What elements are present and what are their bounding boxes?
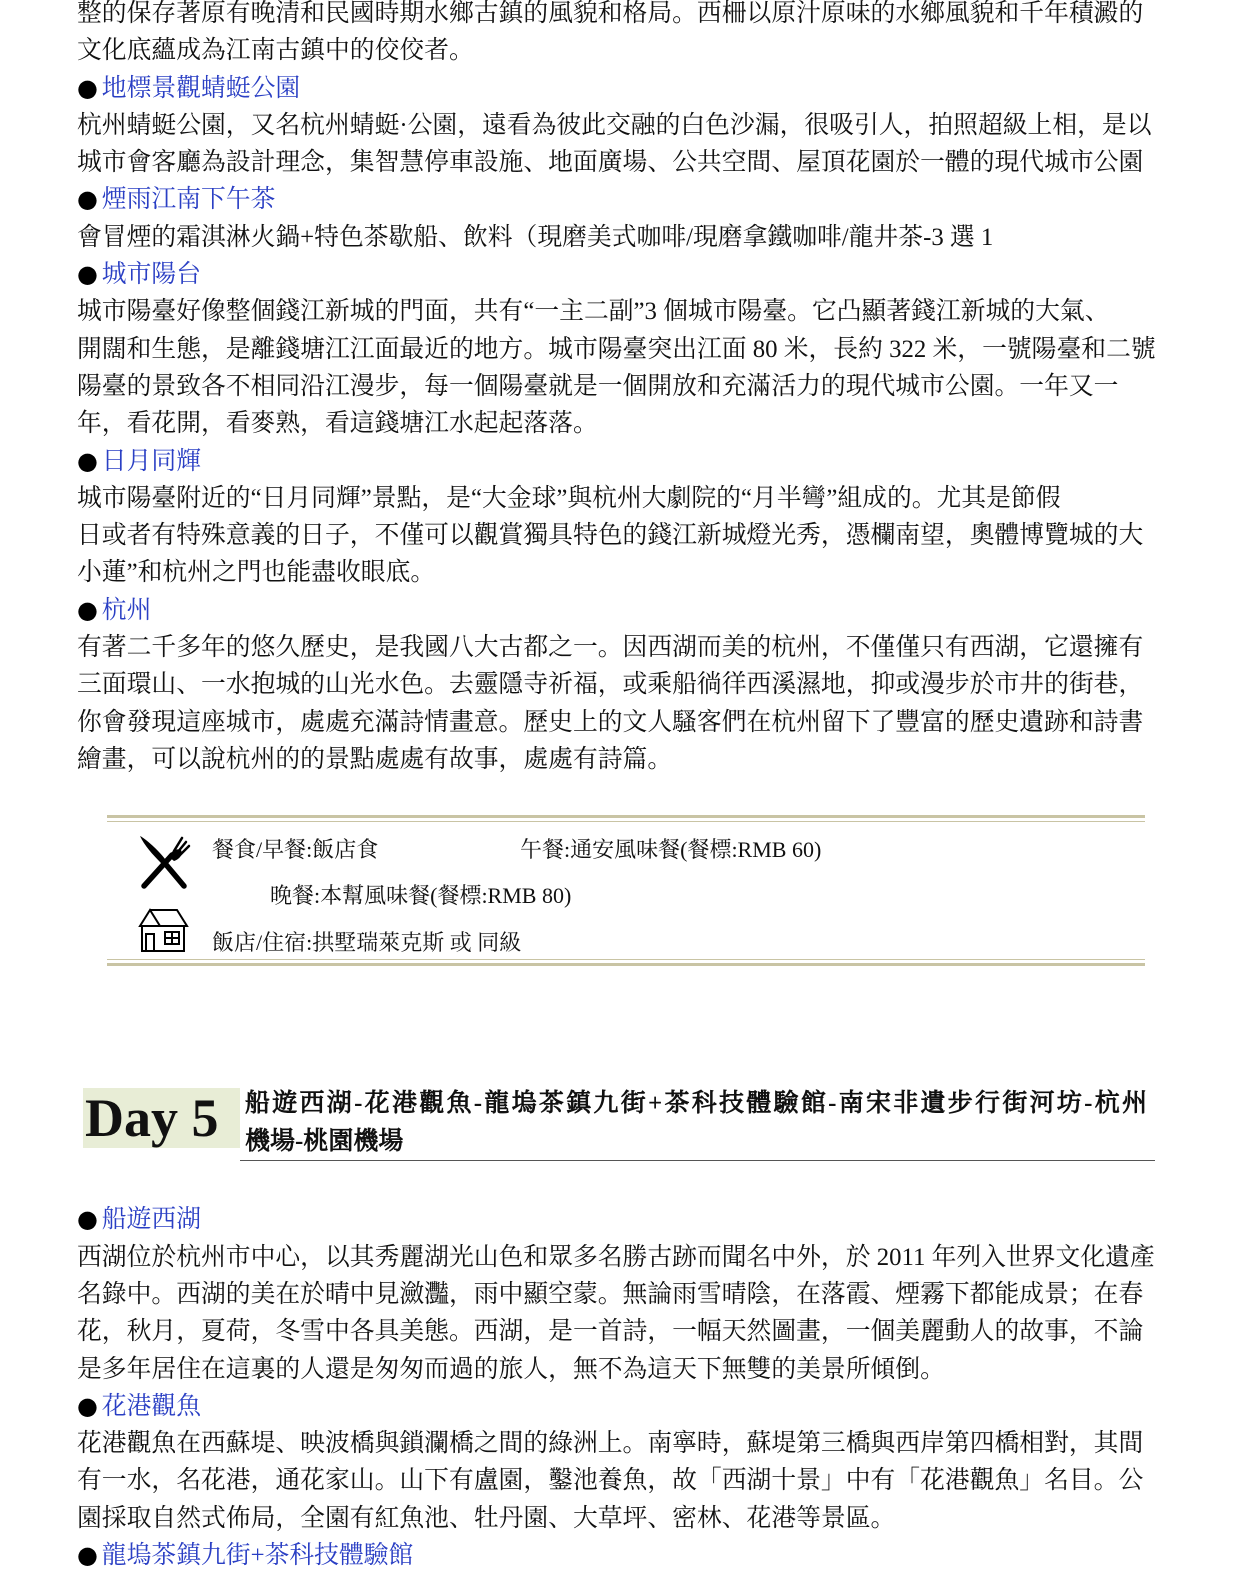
bullet-dot: ● — [77, 1391, 98, 1420]
fork-knife-icon — [137, 834, 191, 890]
spot-heading — [77, 1201, 1177, 1238]
paragraph-line: 整的保存著原有晚清和民國時期水鄉古鎮的風貌和格局。西柵以原汁原味的水鄉風貌和千年積澱的 — [77, 0, 1144, 27]
spot-heading — [77, 1537, 1177, 1574]
day-label: Day 5 — [85, 1088, 219, 1148]
day-title-line: 機場-桃園機場 — [245, 1127, 404, 1155]
paragraph-line: 名錄中。西湖的美在於晴中見瀲灩，雨中顯空蒙。無論雨雪晴陰，在落霞、煙霧下都能成景；在春 — [77, 1280, 1144, 1308]
paragraph-line: 城市會客廳為設計理念，集智慧停車設施、地面廣場、公共空間、屋頂花園於一體的現代城市公園 — [77, 149, 1144, 177]
dinner-info: 晚餐:本幫風味餐(餐標:RMB 80) — [270, 883, 572, 908]
paragraph-line: 日或者有特殊意義的日子，不僅可以觀賞獨具特色的錢江新城燈光秀，憑欄南望，奧體博覽城的大 — [77, 522, 1144, 550]
day-title-underline — [240, 1160, 1155, 1161]
bullet-dot: ● — [77, 185, 98, 214]
box-bottom-thin-rule — [107, 959, 1145, 960]
paragraph-line: 有一水，名花港，通花家山。山下有盧園，鑿池養魚，故「西湖十景」中有「花港觀魚」名目。公 — [77, 1467, 1144, 1495]
spot-title: 城市陽台 — [101, 261, 201, 289]
spot-title: 日月同輝 — [101, 447, 201, 475]
spot-heading — [77, 181, 1177, 218]
bullet-dot: ● — [77, 73, 98, 102]
day5-text-section — [77, 1201, 1177, 1574]
box-top-thick-rule — [107, 815, 1145, 818]
house-gable — [140, 910, 160, 926]
paragraph-line: 有著二千多年的悠久歷史，是我國八大古都之一。因西湖而美的杭州，不僅僅只有西湖，它還擁有 — [77, 634, 1144, 662]
bullet-dot: ● — [77, 595, 98, 624]
spot-title: 煙雨江南下午茶 — [101, 186, 276, 214]
paragraph-line: 城市陽臺附近的“日月同輝”景點，是“大金球”與杭州大劇院的“月半彎”組成的。尤其是節假 — [77, 484, 1061, 512]
spot-heading — [77, 70, 1177, 107]
paragraph-line: 開闊和生態，是離錢塘江江面最近的地方。城市陽臺突出江面 80 米，長約 322 米，一號陽臺和二號 — [77, 335, 1156, 363]
paragraph-line: 園採取自然式佈局，全園有紅魚池、牡丹園、大草坪、密林、花港等景區。 — [77, 1504, 896, 1532]
box-bottom-thick-rule — [107, 963, 1145, 966]
spot-title: 杭州 — [101, 596, 152, 624]
paragraph-line: 是多年居住在這裏的人還是匆匆而過的旅人，無不為這天下無雙的美景所傾倒。 — [77, 1355, 945, 1383]
paragraph-line: 西湖位於杭州市中心，以其秀麗湖光山色和眾多名勝古跡而聞名中外，於 2011 年列入世界文化遺產 — [77, 1243, 1155, 1271]
day-title-line: 船遊西湖-花港觀魚-龍塢茶鎮九街+茶科技體驗館-南宋非遺步行街河坊-杭州 — [245, 1090, 1147, 1118]
spot-title: 船遊西湖 — [101, 1206, 201, 1234]
bullet-dot: ● — [77, 260, 98, 289]
box-top-thin-rule — [107, 821, 1145, 822]
house-icon — [137, 905, 189, 953]
bullet-dot: ● — [77, 446, 98, 475]
spot-heading — [77, 592, 1177, 629]
top-text-section — [77, 0, 1177, 778]
paragraph-line: 陽臺的景致各不相同沿江漫步，每一個陽臺就是一個開放和充滿活力的現代城市公園。一年又一 — [77, 372, 1119, 400]
spot-heading — [77, 256, 1177, 293]
breakfast-info: 餐食/早餐:飯店食 — [212, 837, 379, 862]
house-door — [146, 934, 154, 951]
spot-title: 花港觀魚 — [101, 1392, 201, 1420]
paragraph-line: 花，秋月，夏荷，冬雪中各具美態。西湖，是一首詩，一幅天然圖畫，一個美麗動人的故事，不論 — [77, 1318, 1144, 1346]
spot-heading — [77, 443, 1177, 480]
paragraph-line: 文化底蘊成為江南古鎮中的佼佼者。 — [77, 37, 474, 65]
paragraph-line: 杭州蜻蜓公園，又名杭州蜻蜓·公園，遠看為彼此交融的白色沙漏，很吸引人，拍照超級上相，是以 — [77, 111, 1152, 139]
day-badge — [83, 1088, 240, 1148]
spot-title: 地標景觀蜻蜓公園 — [101, 74, 301, 102]
paragraph-line: 年，看花開，看麥熟，看這錢塘江水起起落落。 — [77, 410, 598, 438]
paragraph-line: 小蓮”和杭州之門也能盡收眼底。 — [77, 559, 436, 587]
bullet-dot: ● — [77, 1541, 98, 1570]
spot-heading — [77, 1388, 1177, 1425]
bullet-dot: ● — [77, 1205, 98, 1234]
paragraph-line: 三面環山、一水抱城的山光水色。去靈隱寺祈福，或乘船徜徉西溪濕地，抑或漫步於市井的街巷， — [77, 671, 1144, 699]
paragraph-line: 繪畫，可以說杭州的的景點處處有故事，處處有詩篇。 — [77, 745, 673, 773]
paragraph-line: 會冒煙的霜淇淋火鍋+特色茶歇船、飲料（現磨美式咖啡/現磨拿鐵咖啡/龍井茶-3 選 1 — [77, 223, 994, 251]
lunch-info: 午餐:通安風味餐(餐標:RMB 60) — [520, 837, 822, 862]
paragraph-line: 你會發現這座城市，處處充滿詩情畫意。歷史上的文人騷客們在杭州留下了豐富的歷史遺跡和詩書 — [77, 708, 1144, 736]
spot-title: 龍塢茶鎮九街+茶科技體驗館 — [101, 1542, 414, 1570]
hotel-info: 飯店/住宿:拱墅瑞萊克斯 或 同級 — [212, 930, 522, 955]
paragraph-line: 城市陽臺好像整個錢江新城的門面，共有“一主二副”3 個城市陽臺。它凸顯著錢江新城的大氣、 — [77, 298, 1110, 326]
day-title — [245, 1085, 1147, 1160]
paragraph-line: 花港觀魚在西蘇堤、映波橋與鎖瀾橋之間的綠洲上。南寧時，蘇堤第三橋與西岸第四橋相對，其間 — [77, 1430, 1144, 1458]
